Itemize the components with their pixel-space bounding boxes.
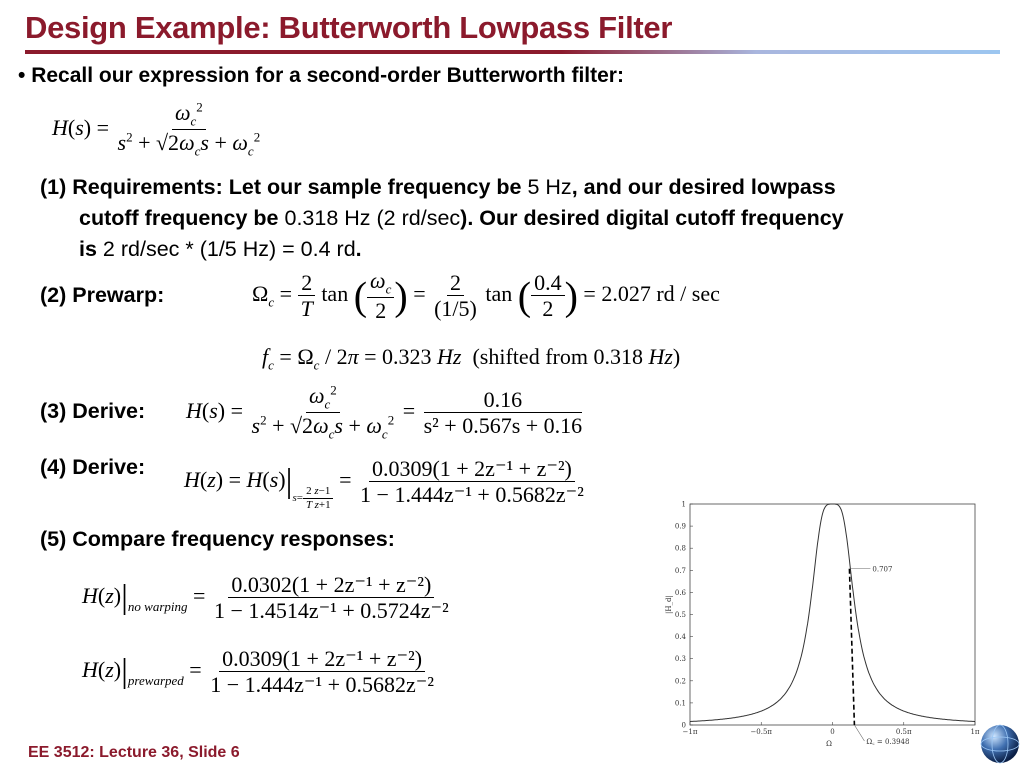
- derive4-equation: $H(z) = H(s)|_{s= \frac{2 z-1}{\text{T z+1}}}$ = $\frac{\text{0.0309(1 + 2z⁻¹ + z⁻²)}}{\text{1 − 1.444z⁻¹ + 0.5682z⁻²}}$: [184, 456, 584, 511]
- title-rule: [25, 50, 1000, 54]
- step3-label: (3) Derive:: [40, 399, 146, 423]
- x-axis-label: Ω: [826, 740, 832, 748]
- prewarped-equation: $H(z)|_{prewarped}$ = $\frac{\text{0.0309(1 + 2z⁻¹ + z⁻²)}}{\text{1 − 1.444z⁻¹ + 0.5682z⁻²}}$: [82, 646, 434, 698]
- response-curve: [690, 504, 975, 722]
- nowarp-equation: $H(z)|_{no warping}$ = $\frac{\text{0.0302(1 + 2z⁻¹ + z⁻²)}}{\text{1 − 1.4514z⁻¹ + 0.5724z⁻²}}$: [82, 572, 449, 624]
- prewarp-result: = 2.027 rd / sec: [583, 280, 720, 306]
- label-omega-c: Ω꜀ = 0.3948: [866, 738, 910, 746]
- y-tick-label: 0.8: [674, 544, 686, 553]
- fc-equation: $f_c = \Omega_c / 2\pi = 0.323$ Hz (shifted from 0.318 Hz): [262, 344, 681, 373]
- y-tick-label: 0.2: [674, 677, 686, 686]
- label-omega-c-leader: [854, 725, 864, 741]
- x-tick-label: −0.5π: [750, 728, 773, 736]
- y-tick-label: 0.4: [674, 633, 686, 642]
- y-tick-label: 0.9: [674, 522, 686, 531]
- chart-frame: [690, 504, 975, 725]
- step1-requirements: (1) Requirements: Let our sample frequency be 5 Hz, and our desired lowpass cutoff frequency be 0.318 Hz (2 rd/sec). Our desired digital cutoff frequency is 2 rd/sec * (1/5 Hz) = 0.4 rd.: [40, 175, 844, 261]
- y-tick-label: 0.1: [674, 699, 686, 708]
- analog-transfer-function: H(s) = $\frac{\omega_c^2}{s^2 + √2\omega_cs + \omega_c^2}$: [52, 99, 261, 159]
- y-tick-label: 0.5: [674, 611, 686, 619]
- slide-footer: EE 3512: Lecture 36, Slide 6: [28, 744, 240, 761]
- bullet-label: Recall our expression for a second-order Butterworth filter:: [31, 64, 624, 87]
- y-tick-label: 0.7: [674, 566, 686, 575]
- x-tick-label: 0.5π: [895, 728, 912, 736]
- slide-title: Design Example: Butterworth Lowpass Filter: [25, 10, 673, 45]
- prewarp-equation: $\Omega_c$ = $\frac{2}{T}$ tan ( $\frac{\omega_c}{2}$ ) = $\frac{2}{(1/5)}$ tan ( $\frac{0.4}{2}$ ) = 2.027 rd / sec: [252, 268, 720, 324]
- y-tick-label: 1: [681, 500, 686, 509]
- step4-label: (4) Derive:: [40, 455, 146, 479]
- y-axis-label: |H_d|: [665, 595, 673, 614]
- y-tick-label: 0.3: [674, 655, 686, 664]
- step5-label: (5) Compare frequency responses:: [40, 527, 395, 551]
- y-tick-label: 0.6: [674, 588, 686, 597]
- label-707: 0.707: [872, 565, 893, 574]
- frequency-response-chart: [665, 496, 988, 756]
- derive3-equation: H(s) = $\frac{\omega_c^2}{s^2 + √2\omega_cs + \omega_c^2}$ = $\frac{0.16}{\text{s² + 0.567s + 0.16}}$: [186, 382, 583, 442]
- x-tick-label: 0: [830, 728, 835, 736]
- bullet-text: • Recall our expression for a second-order Butterworth filter:: [18, 64, 624, 87]
- x-tick-label: −1π: [682, 728, 698, 736]
- step2-label: (2) Prewarp:: [40, 283, 165, 307]
- x-tick-label: 1π: [970, 728, 980, 736]
- y-tick-label: 0: [681, 721, 686, 730]
- globe-icon: [978, 722, 1022, 766]
